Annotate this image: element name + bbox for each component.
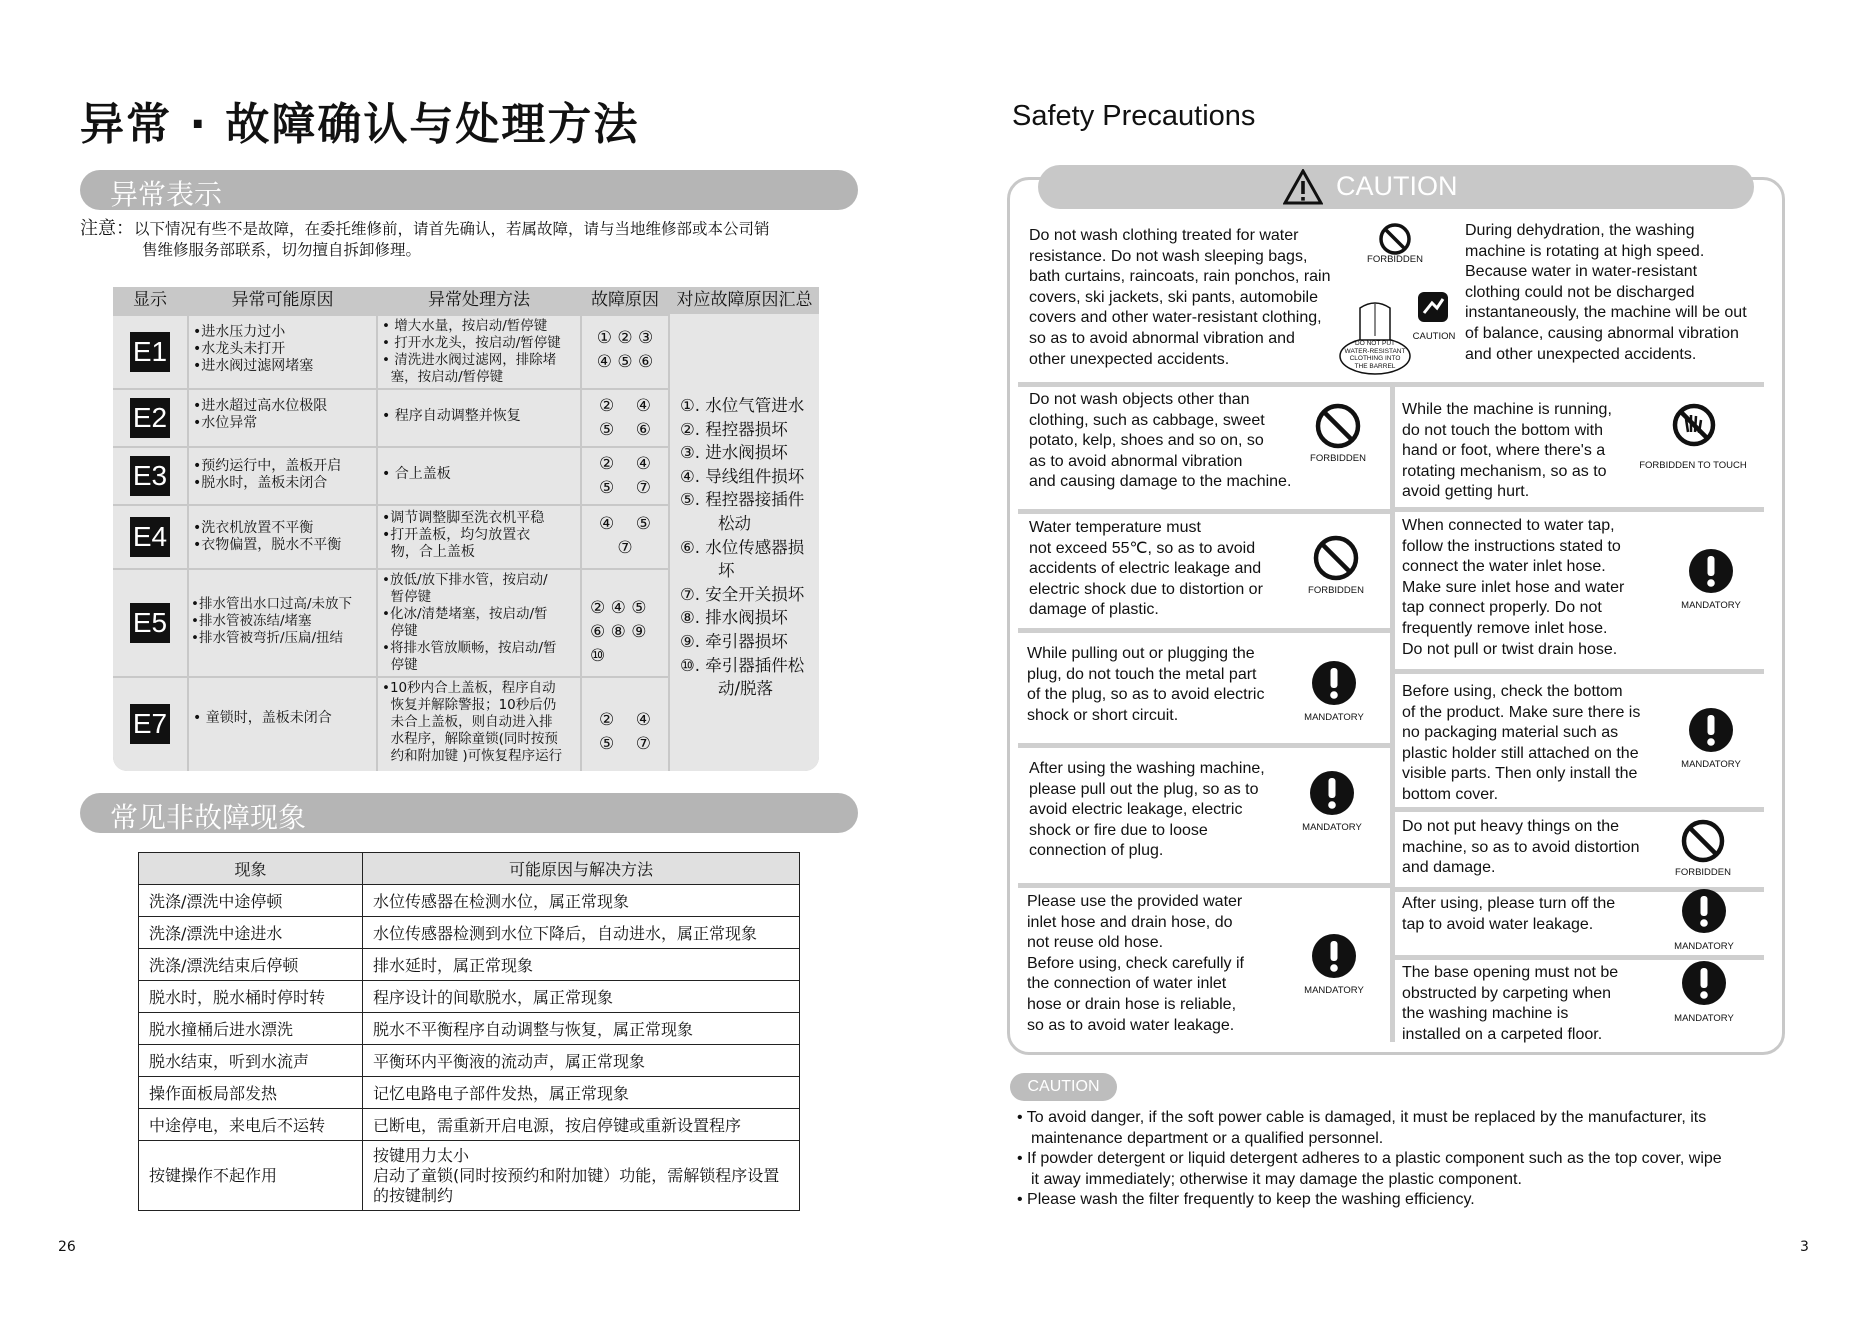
cause: •进水超过高水位极限 bbox=[193, 398, 328, 414]
error-code-cell bbox=[113, 390, 187, 446]
text-line: clothing could not be discharged bbox=[1465, 283, 1695, 301]
cause: •排水管出水口过高/未放下 bbox=[191, 596, 353, 612]
text-line: connection of plug. bbox=[1029, 842, 1164, 860]
phenomenon: 洗涤/漂洗中途进水 bbox=[139, 917, 363, 949]
text-line: obstructed by carpeting when bbox=[1402, 984, 1612, 1002]
mandatory-icon bbox=[1681, 960, 1727, 1006]
fault-nums: ⑤ ⑦ bbox=[598, 734, 652, 754]
text-line: and damage. bbox=[1402, 859, 1496, 877]
text-line: hose or drain hose is reliable, bbox=[1027, 995, 1237, 1013]
table-header: 异常可能原因 bbox=[189, 287, 376, 314]
note-text bbox=[80, 218, 840, 261]
method: •放低/放下排水管，按启动/ bbox=[382, 572, 548, 588]
text-line: of balance, causing abnormal vibration bbox=[1465, 324, 1739, 342]
solution: 水位传感器在检测水位，属正常现象 bbox=[363, 885, 800, 917]
phenomenon: 脱水撞桶后进水漂洗 bbox=[139, 1013, 363, 1045]
phenomenon: 脱水结束，听到水流声 bbox=[139, 1045, 363, 1077]
precaution-plug-metal bbox=[1027, 644, 1317, 726]
text-line: covers and other water-resistant clothing, bbox=[1029, 309, 1322, 327]
solution: 水位传感器检测到水位下降后，自动进水，属正常现象 bbox=[363, 917, 800, 949]
badge-line: WATER-RESISTANT bbox=[1344, 347, 1406, 355]
cause: • 童锁时，盖板未闭合 bbox=[193, 710, 332, 726]
text-line: bath curtains, raincoats, rain ponchos, rain bbox=[1029, 268, 1331, 286]
icon-caption: MANDATORY bbox=[1304, 712, 1364, 723]
method: 停键 bbox=[382, 657, 418, 673]
text-line: accidents of electric leakage and bbox=[1029, 560, 1262, 578]
mandatory-icon bbox=[1311, 933, 1357, 979]
precaution-pull-plug bbox=[1029, 759, 1319, 862]
text-line: After using the washing machine, bbox=[1029, 760, 1265, 777]
text-line: shock or fire due to loose bbox=[1029, 821, 1208, 839]
text-line: other unexpected accidents. bbox=[1029, 350, 1230, 368]
separator bbox=[1018, 509, 1390, 514]
error-code: E7 bbox=[130, 704, 170, 744]
fault-nums: ⑩ bbox=[590, 646, 606, 666]
page-number-left: 26 bbox=[58, 1239, 76, 1255]
text-line: so as to avoid abnormal vibration and bbox=[1029, 329, 1295, 347]
text-line: After using, please turn off the bbox=[1402, 895, 1616, 912]
text-line: not reuse old hose. bbox=[1027, 934, 1164, 952]
text-line: please pull out the plug, so as to bbox=[1029, 780, 1259, 798]
text-line: of the product. Make sure there is bbox=[1402, 703, 1641, 721]
table-header: 可能原因与解决方法 bbox=[363, 853, 800, 885]
bullet-item: • If powder detergent or liquid detergent adheres to a plastic component such as the top cover, wipe bbox=[1017, 1150, 1722, 1168]
text-line: plug, do not touch the metal part bbox=[1027, 665, 1257, 683]
error-code-cell bbox=[113, 448, 187, 504]
method: 恢复并解除警报；10秒后仍 bbox=[382, 697, 557, 713]
method: •调节调整脚至洗衣机平稳 bbox=[382, 510, 545, 526]
method: •打开盖板，均匀放置衣 bbox=[382, 527, 531, 543]
note-line: 售维修服务部联系，切勿擅自拆卸修理。 bbox=[142, 241, 422, 259]
solution: 平衡环内平衡液的流动声，属正常现象 bbox=[363, 1045, 800, 1077]
text-line: The base opening must not be bbox=[1402, 964, 1619, 981]
solution: 程序设计的间歇脱水，属正常现象 bbox=[363, 981, 800, 1013]
table-header: 对应故障原因汇总 bbox=[670, 287, 819, 314]
fault-cause-cell bbox=[582, 570, 668, 676]
bullet-item: • Please wash the filter frequently to keep the washing efficiency. bbox=[1017, 1191, 1475, 1209]
method: 物，合上盖板 bbox=[382, 544, 475, 560]
fault-nums: ② ④ bbox=[598, 710, 652, 730]
precaution-heavy-things bbox=[1402, 817, 1662, 879]
method: 暂停键 bbox=[382, 589, 432, 605]
phenomenon: 洗涤/漂洗中途停顿 bbox=[139, 885, 363, 917]
precaution-provided-hose bbox=[1027, 892, 1317, 1036]
table-row bbox=[139, 1141, 800, 1211]
method: 未合上盖板，则自动进入排 bbox=[382, 714, 553, 730]
method: •10秒内合上盖板，程序自动 bbox=[382, 680, 556, 696]
table-header: 显示 bbox=[113, 287, 187, 314]
fault-cause-cell bbox=[582, 448, 668, 504]
text-line: visible parts. Then only install the bbox=[1402, 765, 1638, 783]
cause-cell bbox=[189, 390, 376, 446]
text-line: tap connect properly. Do not bbox=[1402, 599, 1602, 617]
summary-item: 松动 bbox=[718, 513, 751, 533]
method-cell bbox=[378, 506, 580, 568]
forbidden-icon bbox=[1680, 818, 1726, 864]
solution-line: 的按键制约 bbox=[373, 1185, 454, 1205]
cause-cell bbox=[189, 448, 376, 504]
table-row bbox=[139, 1045, 800, 1077]
method: • 打开水龙头，按启动/暂停键 bbox=[382, 335, 561, 351]
cause-cell bbox=[189, 570, 376, 676]
summary-item: ③. 进水阀损坏 bbox=[680, 443, 788, 463]
method-cell bbox=[378, 390, 580, 446]
fault-cause-cell bbox=[582, 316, 668, 388]
caution-banner bbox=[1038, 165, 1754, 209]
fault-nums: ⑤ ⑦ bbox=[598, 478, 652, 498]
precaution-water-tap bbox=[1402, 516, 1652, 660]
fault-nums: ② ④ ⑤ bbox=[590, 598, 647, 618]
text-line: Make sure inlet hose and water bbox=[1402, 578, 1625, 596]
fault-nums: ② ④ bbox=[598, 396, 652, 416]
solution: 已断电，需重新开启电源，按启停键或重新设置程序 bbox=[363, 1109, 800, 1141]
solution bbox=[363, 1141, 800, 1211]
method: 停键 bbox=[382, 623, 418, 639]
warning-triangle-icon bbox=[1283, 169, 1323, 205]
icon-caption: MANDATORY bbox=[1302, 822, 1362, 833]
summary-item: ⑥. 水位传感器损 bbox=[680, 537, 805, 557]
method-cell bbox=[378, 316, 580, 388]
text-line: and other unexpected accidents. bbox=[1465, 345, 1697, 363]
bullet-item: • To avoid danger, if the soft power cable is damaged, it must be replaced by the manufacturer, its bbox=[1017, 1109, 1707, 1126]
fault-summary bbox=[670, 314, 819, 771]
text-line: follow the instructions stated to bbox=[1402, 537, 1621, 555]
error-code-cell bbox=[113, 316, 187, 388]
caution-banner-text: CAUTION bbox=[1336, 171, 1458, 201]
method: 塞，按启动/暂停键 bbox=[382, 369, 504, 385]
mandatory-icon bbox=[1688, 707, 1734, 753]
badge-line: CLOTHING INTO bbox=[1349, 355, 1401, 362]
text-line: potato, kelp, shoes and so on, so bbox=[1029, 432, 1264, 450]
text-line: the washing machine is bbox=[1402, 1005, 1569, 1023]
phenomenon: 中途停电，来电后不运转 bbox=[139, 1109, 363, 1141]
text-line: connect the water inlet hose. bbox=[1402, 558, 1606, 576]
bullet-item: it away immediately; otherwise it may damage the plastic component. bbox=[1031, 1170, 1522, 1188]
bullet-item: maintenance department or a qualified personnel. bbox=[1031, 1129, 1384, 1147]
icon-caption: MANDATORY bbox=[1681, 759, 1741, 770]
solution: 排水延时，属正常现象 bbox=[363, 949, 800, 981]
error-code: E1 bbox=[130, 332, 170, 372]
summary-item: ②. 程控器损坏 bbox=[680, 419, 788, 439]
precaution-objects bbox=[1029, 390, 1319, 493]
text-line: Please use the provided water bbox=[1027, 893, 1243, 910]
table-row bbox=[139, 917, 800, 949]
cause: •进水阀过滤网堵塞 bbox=[193, 358, 314, 374]
fault-nums: ⑥ ⑧ ⑨ bbox=[590, 622, 647, 642]
method-cell bbox=[378, 570, 580, 676]
summary-item: 坏 bbox=[718, 561, 735, 581]
icon-caption: FORBIDDEN bbox=[1308, 585, 1364, 596]
text-line: Do not wash clothing treated for water bbox=[1029, 227, 1299, 244]
text-line: During dehydration, the washing bbox=[1465, 222, 1695, 239]
icon-caption: FORBIDDEN TO TOUCH bbox=[1639, 460, 1747, 471]
note-label: 注意： bbox=[80, 218, 134, 239]
method: • 增大水量，按启动/暂停键 bbox=[382, 318, 548, 334]
mandatory-icon bbox=[1311, 660, 1357, 706]
fault-nums: ④ ⑤ bbox=[598, 514, 652, 534]
separator bbox=[1395, 669, 1764, 674]
separator bbox=[1390, 387, 1395, 1042]
icon-caption: MANDATORY bbox=[1304, 985, 1364, 996]
phenomenon: 洗涤/漂洗结束后停顿 bbox=[139, 949, 363, 981]
cause-cell bbox=[189, 316, 376, 388]
text-line: the connection of water inlet bbox=[1027, 975, 1227, 993]
text-line: Do not put heavy things on the bbox=[1402, 818, 1620, 835]
text-line: machine is rotating at high speed. bbox=[1465, 242, 1705, 260]
error-code: E4 bbox=[130, 517, 170, 557]
text-line: clothing, such as cabbage, sweet bbox=[1029, 411, 1265, 429]
error-code: E3 bbox=[130, 456, 170, 496]
text-line: avoid getting hurt. bbox=[1402, 483, 1530, 501]
icon-caption: MANDATORY bbox=[1681, 600, 1741, 611]
summary-item: ⑦. 安全开关损坏 bbox=[680, 584, 805, 604]
summary-item: ⑨. 牵引器损坏 bbox=[680, 631, 788, 651]
text-line: installed on a carpeted floor. bbox=[1402, 1025, 1603, 1043]
text-line: frequently remove inlet hose. bbox=[1402, 619, 1608, 637]
cause: •水位异常 bbox=[193, 415, 258, 431]
fault-cause-cell bbox=[582, 390, 668, 446]
forbidden-icon bbox=[1378, 222, 1412, 256]
fault-cause-cell bbox=[582, 678, 668, 771]
text-line: machine, so as to avoid distortion bbox=[1402, 838, 1640, 856]
error-code-cell bbox=[113, 678, 187, 771]
caution-bullet-list bbox=[1017, 1108, 1787, 1211]
table-header: 故障原因 bbox=[582, 287, 668, 314]
table-row bbox=[139, 1077, 800, 1109]
error-code-cell bbox=[113, 570, 187, 676]
error-code-cell bbox=[113, 506, 187, 568]
phenomenon: 脱水时，脱水桶时停时转 bbox=[139, 981, 363, 1013]
text-line: rotating mechanism, so as to bbox=[1402, 462, 1607, 480]
precaution-touch-bottom bbox=[1402, 400, 1622, 503]
table-row bbox=[139, 1109, 800, 1141]
text-line: Before using, check carefully if bbox=[1027, 954, 1244, 972]
section-title: 异常表示 bbox=[110, 178, 223, 211]
icon-caption: MANDATORY bbox=[1674, 941, 1734, 952]
summary-item: 动/脱落 bbox=[718, 679, 774, 699]
text-line: While pulling out or plugging the bbox=[1027, 645, 1255, 662]
table-header: 现象 bbox=[139, 853, 363, 885]
error-code: E5 bbox=[130, 603, 170, 643]
badge-line: DO NOT PUT bbox=[1355, 340, 1395, 347]
text-line: covers, ski jackets, ski pants, automobile bbox=[1029, 288, 1319, 306]
summary-item: ④. 导线组件损坏 bbox=[680, 466, 805, 486]
table-row bbox=[139, 1013, 800, 1045]
text-line: of the plug, so as to avoid electric bbox=[1027, 686, 1265, 704]
icon-caption: FORBIDDEN bbox=[1675, 867, 1731, 878]
forbidden-to-touch-icon bbox=[1671, 402, 1717, 448]
right-page-title: Safety Precautions bbox=[1012, 100, 1256, 132]
cause: •排水管被冻结/堵塞 bbox=[191, 613, 312, 629]
precaution-turn-off-tap bbox=[1402, 894, 1662, 935]
summary-item: ⑤. 程控器接插件 bbox=[680, 490, 805, 510]
cause: •进水压力过小 bbox=[193, 324, 286, 340]
text-line: no packaging material such as bbox=[1402, 724, 1619, 742]
icon-caption: FORBIDDEN bbox=[1310, 453, 1366, 464]
mandatory-icon bbox=[1681, 888, 1727, 934]
solution-line: 按键用力太小 bbox=[373, 1145, 470, 1165]
text-line: When connected to water tap, bbox=[1402, 517, 1615, 534]
separator bbox=[1395, 507, 1764, 512]
separator bbox=[1018, 883, 1390, 888]
method: •将排水管放顺畅，按启动/暂 bbox=[382, 640, 557, 656]
fault-nums: ⑤ ⑥ bbox=[598, 420, 652, 440]
cause: •洗衣机放置不平衡 bbox=[193, 520, 314, 536]
cause-cell bbox=[189, 506, 376, 568]
text-line: Because water in water-resistant bbox=[1465, 263, 1698, 281]
fault-nums: ① ② ③ bbox=[596, 328, 654, 348]
forbidden-icon bbox=[1312, 534, 1360, 582]
separator bbox=[1018, 743, 1390, 748]
text-line: electric shock due to distortion or bbox=[1029, 580, 1263, 598]
solution: 脱水不平衡程序自动调整与恢复，属正常现象 bbox=[363, 1013, 800, 1045]
text-line: resistance. Do not wash sleeping bags, bbox=[1029, 247, 1308, 265]
cause-cell bbox=[189, 678, 376, 771]
fault-nums: ④ ⑤ ⑥ bbox=[596, 352, 654, 372]
text-line: inlet hose and drain hose, do bbox=[1027, 913, 1233, 931]
method: 约和附加键 )可恢复程序运行 bbox=[382, 748, 563, 764]
section-title: 常见非故障现象 bbox=[110, 801, 307, 834]
summary-item: ⑧. 排水阀损坏 bbox=[680, 608, 788, 628]
cause: •水龙头未打开 bbox=[193, 341, 286, 357]
text-line: instantaneously, the machine will be out bbox=[1465, 304, 1747, 322]
solution: 记忆电路电子部件发热，属正常现象 bbox=[363, 1077, 800, 1109]
separator bbox=[1395, 807, 1764, 812]
mandatory-icon bbox=[1309, 770, 1355, 816]
section-header-nonfault bbox=[80, 793, 858, 833]
summary-item: ①. 水位气管进水 bbox=[680, 396, 805, 415]
text-line: as to avoid abnormal vibration bbox=[1029, 452, 1243, 470]
cause: •衣物偏置，脱水不平衡 bbox=[193, 537, 342, 553]
precaution-water-resistant bbox=[1029, 226, 1359, 370]
method: • 程序自动调整并恢复 bbox=[382, 408, 521, 424]
precaution-check-bottom bbox=[1402, 682, 1662, 806]
separator bbox=[1018, 628, 1390, 633]
summary-item: ⑩. 牵引器插件松 bbox=[680, 655, 805, 675]
text-line: bottom cover. bbox=[1402, 785, 1499, 803]
forbidden-icon bbox=[1314, 402, 1362, 450]
text-line: avoid electric leakage, electric bbox=[1029, 801, 1243, 819]
text-line: hand or foot, where there's a bbox=[1402, 442, 1606, 460]
phenomenon: 按键操作不起作用 bbox=[139, 1141, 363, 1211]
text-line: do not touch the bottom with bbox=[1402, 421, 1604, 439]
page-number-right: 3 bbox=[1800, 1239, 1809, 1255]
badge-line: THE BARREL bbox=[1354, 362, 1396, 370]
icon-caption: MANDATORY bbox=[1674, 1013, 1734, 1024]
method: • 清洗进水阀过滤网，排除堵 bbox=[382, 352, 557, 368]
icon-badge bbox=[1340, 340, 1410, 370]
text-line: plastic holder still attached on the bbox=[1402, 744, 1639, 762]
caution-icon bbox=[1415, 289, 1451, 325]
precaution-base-opening bbox=[1402, 963, 1662, 1045]
table-row bbox=[139, 949, 800, 981]
phenomenon: 操作面板局部发热 bbox=[139, 1077, 363, 1109]
section-header-abnormal-display bbox=[80, 170, 858, 210]
text-line: tap to avoid water leakage. bbox=[1402, 915, 1594, 933]
text-line: damage of plastic. bbox=[1029, 601, 1159, 619]
text-line: Do not wash objects other than bbox=[1029, 391, 1250, 408]
left-page-title: 异常 · 故障确认与处理方法 bbox=[80, 99, 640, 150]
cause: •预约运行中，盖板开启 bbox=[193, 458, 342, 474]
text-line: Before using, check the bottom bbox=[1402, 683, 1623, 700]
method: • 合上盖板 bbox=[382, 466, 451, 482]
method-cell bbox=[378, 678, 580, 771]
icon-caption: CAUTION bbox=[1412, 331, 1456, 342]
fault-nums: ② ④ bbox=[598, 454, 652, 474]
method: 水程序，解除童锁(同时按预 bbox=[382, 731, 558, 747]
text-line: and causing damage to the machine. bbox=[1029, 473, 1292, 491]
solution-line: 启动了童锁(同时按预约和附加键）功能，需解锁程序设置 bbox=[373, 1165, 780, 1185]
cause: •脱水时，盖板未闭合 bbox=[193, 475, 328, 491]
fault-cause-cell bbox=[582, 506, 668, 568]
text-line: Water temperature must bbox=[1029, 519, 1201, 536]
table-row bbox=[139, 885, 800, 917]
method-cell bbox=[378, 448, 580, 504]
text-line: not exceed 55℃, so as to avoid bbox=[1029, 539, 1256, 557]
text-line: so as to avoid water leakage. bbox=[1027, 1016, 1235, 1034]
text-line: Do not pull or twist drain hose. bbox=[1402, 640, 1618, 658]
cause: •排水管被弯折/压扁/扭结 bbox=[191, 630, 344, 646]
table-row bbox=[139, 981, 800, 1013]
mandatory-icon bbox=[1688, 548, 1734, 594]
table-header: 异常处理方法 bbox=[378, 287, 580, 314]
precaution-dehydration bbox=[1465, 221, 1775, 365]
error-code: E2 bbox=[130, 398, 170, 438]
caution-label: CAUTION bbox=[1010, 1073, 1117, 1101]
nonfault-table bbox=[138, 852, 800, 1211]
text-line: While the machine is running, bbox=[1402, 401, 1612, 418]
fault-nums: ⑦ bbox=[617, 538, 633, 558]
precaution-water-temperature bbox=[1029, 518, 1319, 621]
note-line: 以下情况有些不是故障，在委托维修前，请首先确认，若属故障，请与当地维修部或本公司销 bbox=[134, 220, 770, 238]
method: •化冰/清楚堵塞，按启动/暂 bbox=[382, 606, 548, 622]
text-line: shock or short circuit. bbox=[1027, 706, 1179, 724]
icon-caption: FORBIDDEN bbox=[1367, 254, 1423, 265]
